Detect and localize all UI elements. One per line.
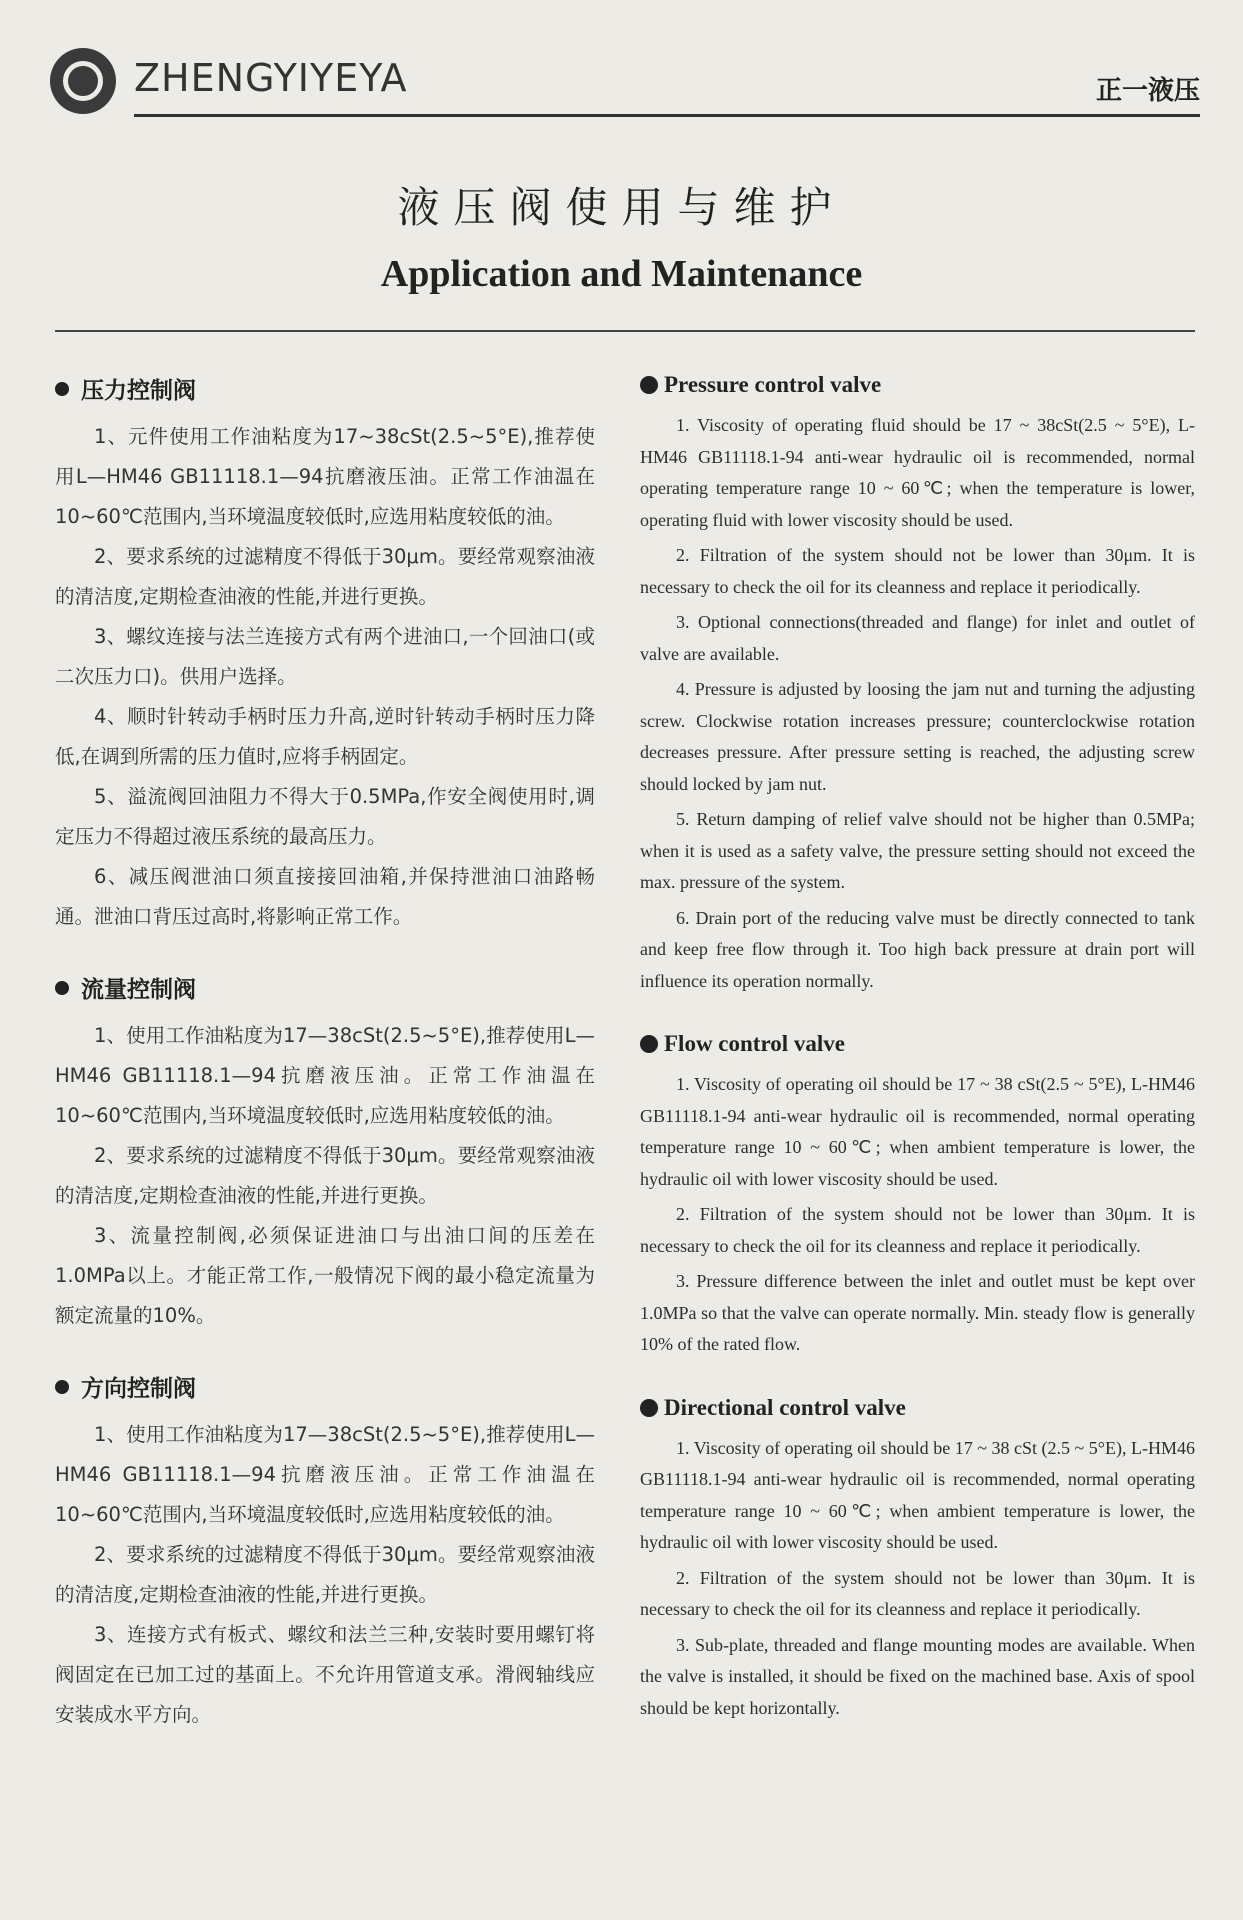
section-pressure-en bbox=[640, 372, 1195, 997]
bullet-icon bbox=[640, 1399, 658, 1417]
paragraph: 3. Optional connections(threaded and flange) for inlet and outlet of valve are available. bbox=[640, 612, 1195, 664]
section-flow-en bbox=[640, 1031, 1195, 1361]
paragraph: 2、要求系统的过滤精度不得低于30μm。要经常观察油液的清洁度,定期检查油液的性能,并进行更换。 bbox=[55, 545, 595, 608]
company-logo-icon bbox=[50, 48, 116, 114]
paragraph: 6、减压阀泄油口须直接接回油箱,并保持泄油口油路畅通。泄油口背压过高时,将影响正常工作。 bbox=[55, 865, 595, 928]
paragraph: 2. Filtration of the system should not be lower than 30μm. It is necessary to check the oil for its cleanness and replace it periodically. bbox=[640, 1204, 1195, 1256]
paragraph: 2、要求系统的过滤精度不得低于30μm。要经常观察油液的清洁度,定期检查油液的性能,并进行更换。 bbox=[55, 1144, 595, 1207]
paragraph: 2. Filtration of the system should not be lower than 30μm. It is necessary to check the oil for its cleanness and replace it periodically. bbox=[640, 545, 1195, 597]
bullet-icon bbox=[640, 1035, 658, 1053]
paragraph: 1. Viscosity of operating fluid should be 17 ~ 38cSt(2.5 ~ 5°E), L-HM46 GB11118.1-94 anti-wear hydraulic oil is recommended, normal operating temperature range 10 ~ 60℃; when the temperature is lower, operating fluid with lower viscosity should be used. bbox=[640, 415, 1195, 530]
bullet-icon bbox=[55, 382, 69, 396]
page-title-cn: 液压阀使用与维护 bbox=[397, 183, 846, 232]
paragraph: 1. Viscosity of operating oil should be 17 ~ 38 cSt(2.5 ~ 5°E), L-HM46 GB11118.1-94 anti-wear hydraulic oil is recommended, normal operating temperature range 10 ~ 60℃; when ambient temperature is lower, the hydraulic oil with lower viscosity should be used. bbox=[640, 1074, 1195, 1189]
section-flow-cn bbox=[55, 971, 595, 1336]
page-title-en: Application and Maintenance bbox=[380, 253, 863, 295]
section-directional-en bbox=[640, 1395, 1195, 1725]
paragraph: 1、使用工作油粘度为17—38cSt(2.5~5°E),推荐使用L—HM46 GB11118.1—94抗磨液压油。正常工作油温在10~60℃范围内,当环境温度较低时,应选用粘度较低的油。 bbox=[55, 1024, 595, 1127]
section-heading: 方向控制阀 bbox=[81, 1376, 196, 1402]
paragraph: 4、顺时针转动手柄时压力升高,逆时针转动手柄时压力降低,在调到所需的压力值时,应将手柄固定。 bbox=[55, 705, 595, 768]
paragraph: 3、流量控制阀,必须保证进油口与出油口间的压差在1.0MPa以上。才能正常工作,一般情况下阀的最小稳定流量为额定流量的10%。 bbox=[55, 1224, 595, 1327]
paragraph: 2. Filtration of the system should not be lower than 30μm. It is necessary to check the oil for its cleanness and replace it periodically. bbox=[640, 1567, 1195, 1619]
section-heading: Directional control valve bbox=[664, 1394, 906, 1420]
paragraph: 6. Drain port of the reducing valve must be directly connected to tank and keep free flow through it. Too high back pressure at drain port will influence its operation normally. bbox=[640, 907, 1195, 991]
section-heading: Pressure control valve bbox=[664, 372, 882, 397]
brand-name: ZHENGYIYEYA bbox=[134, 56, 408, 100]
title-divider bbox=[55, 330, 1195, 332]
page-header bbox=[50, 48, 1200, 120]
bullet-icon bbox=[640, 376, 658, 394]
paragraph: 4. Pressure is adjusted by loosing the jam nut and turning the adjusting screw. Clockwise rotation increases pressure; counterclockwise rotation decreases pressure. After pressure setting is reached, the adjusting screw should locked by jam nut. bbox=[640, 679, 1195, 794]
brand-name-cn: 正一液压 bbox=[1095, 76, 1200, 106]
chinese-column bbox=[55, 372, 595, 1769]
paragraph: 3. Sub-plate, threaded and flange mounting modes are available. When the valve is installed, it should be fixed on the machined base. Axis of spool should be kept horizontally. bbox=[640, 1634, 1195, 1718]
section-pressure-cn bbox=[55, 372, 595, 937]
paragraph: 5、溢流阀回油阻力不得大于0.5MPa,作安全阀使用时,调定压力不得超过液压系统的最高压力。 bbox=[55, 785, 595, 848]
paragraph: 1、使用工作油粘度为17—38cSt(2.5~5°E),推荐使用L—HM46 GB11118.1—94抗磨液压油。正常工作油温在10~60℃范围内,当环境温度较低时,应选用粘度较低的油。 bbox=[55, 1423, 595, 1526]
section-directional-cn bbox=[55, 1370, 595, 1735]
paragraph: 3、螺纹连接与法兰连接方式有两个进油口,一个回油口(或二次压力口)。供用户选择。 bbox=[55, 625, 595, 688]
section-heading: Flow control valve bbox=[664, 1031, 845, 1056]
paragraph: 1. Viscosity of operating oil should be 17 ~ 38 cSt (2.5 ~ 5°E), L-HM46 GB11118.1-94 anti-wear hydraulic oil is recommended, normal operating temperature range 10 ~ 60℃; when ambient temperature is lower, the hydraulic oil with lower viscosity should be used. bbox=[640, 1437, 1195, 1552]
paragraph: 5. Return damping of relief valve should not be higher than 0.5MPa; when it is used as a safety valve, the pressure setting should not exceed the max. pressure of the system. bbox=[640, 809, 1195, 892]
paragraph: 3、连接方式有板式、螺纹和法兰三种,安装时要用螺钉将阀固定在已加工过的基面上。不允许用管道支承。滑阀轴线应安装成水平方向。 bbox=[55, 1623, 595, 1726]
bullet-icon bbox=[55, 1380, 69, 1394]
section-heading: 压力控制阀 bbox=[81, 378, 196, 404]
paragraph: 3. Pressure difference between the inlet and outlet must be kept over 1.0MPa so that the valve can operate normally. Min. steady flow is generally 10% of the rated flow. bbox=[640, 1271, 1195, 1354]
header-divider bbox=[134, 114, 1200, 117]
english-column bbox=[640, 372, 1195, 1758]
paragraph: 1、元件使用工作油粘度为17~38cSt(2.5~5°E),推荐使用L—HM46 GB11118.1—94抗磨液压油。正常工作油温在10~60℃范围内,当环境温度较低时,应选用粘度较低的油。 bbox=[55, 425, 595, 528]
paragraph: 2、要求系统的过滤精度不得低于30μm。要经常观察油液的清洁度,定期检查油液的性能,并进行更换。 bbox=[55, 1543, 595, 1606]
section-heading: 流量控制阀 bbox=[81, 977, 196, 1003]
bullet-icon bbox=[55, 981, 69, 995]
